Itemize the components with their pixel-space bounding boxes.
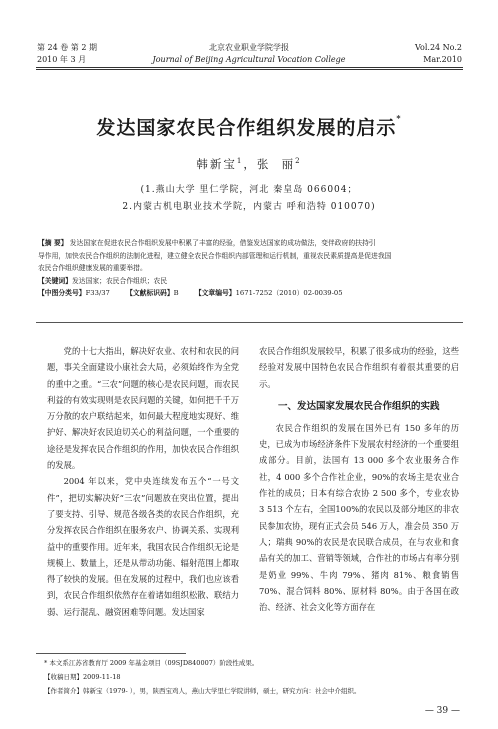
affiliation-line: (1.燕山大学 里仁学院，河北 秦皇岛 066004； [140,185,358,195]
keywords-label: 【关键词】 [38,276,72,285]
author-affiliation-mark: 2 [295,157,302,166]
article-id: 1671-7252（2010）02-0039-05 [235,289,343,297]
body-paragraph: 2004 年以来，党中央连续发布五个“一号文件”，把切实解决好“三农”问题放在突出位置，提出了要支持、引导、规范各级各类的农民合作组织，充分发挥农民合作组织在服务农户、协调关系、实现利益中的重要作用。近年来，我国农民合作组织无论是规模上、数量上，还是从带动功能、辐射范围上都取得了较快的发展。但在发展的过程中，我们也应该看到，农民合作组织依然存在着诸如组织松散、联结力弱、运行混乱、融资困难等问题。发达国家 [47,476,239,617]
author-separator: ， [243,157,257,171]
abstract-text: 发达国家在促进农民合作组织发展中积累了丰富的经验，借鉴发达国家的成功做法，变伴政府的扶持引 [69,239,376,247]
keywords-text: 发达国家；农民合作组织；农民 [71,276,168,285]
footnote-received-date: 【收稿日期】2009-11-18 [44,673,121,681]
abstract-label: 【摘 要】 [38,239,68,247]
page-number: — 39 — [424,706,460,716]
author-line [0,156,498,172]
volume-issue-cn: 第 24 卷 第 2 期 [37,43,97,52]
left-column [47,343,239,620]
abstract-line: 农民合作组织健康发展的重要举措。 [38,264,147,272]
author-name: 韩新宝 [196,157,237,171]
journal-name-en: Journal of Beijing Agricultural Vocation College [152,55,346,64]
journal-name-cn: 北京农业职业学院学报 [209,43,289,52]
author-name: 张 丽 [256,157,296,171]
abstract-line: 导作用，加快农民合作组织的法制化进程，建立健全农民合作组织内部管理和运行机制，重视农民素质提高是促进我国 [38,251,392,260]
abstract-line [38,237,462,250]
volume-issue-en: Vol.24 No.2 [415,43,462,52]
section-heading: 一、发达国家发展农民合作组织的实践 [278,400,440,412]
classification-line [38,287,462,300]
footnote-author-bio: 【作者简介】韩新宝（1979- ），男，陕西宝鸡人，燕山大学里仁学院讲师，硕士，研究方向：社会中介组织。 [44,687,361,695]
body-paragraph: 农民合作组织发展较早，积累了很多成功的经验，这些经验对发展中国特色农民合作组织有着很其重要的启示。 [259,346,459,389]
body-paragraph: 党的十七大指出，解决好农业、农村和农民的问题，事关全面建设小康社会大局，必须始终作为全党的重中之重。“三农”问题的核心是农民问题，而农民利益的有效实现则是农民问题的关键，如何把千千万万分散的农户联结起来，如何最大程度地实现好、维护好、解决好农民迫切关心的利益问题，一个重要的途径是发挥农民合作组织的作用，加快农民合作组织的发展。 [47,346,239,471]
title-text: 发达国家农民合作组织发展的启示 [96,117,397,139]
article-title [0,113,498,140]
date-cn: 2010 年 3 月 [37,55,87,64]
abstract-rule [36,322,463,323]
footnote-rule [36,653,186,654]
title-footnote-mark: * [396,113,402,123]
doc-code: B [173,289,179,297]
author-affiliation-mark: 1 [236,157,244,166]
abstract [38,237,462,300]
header-rule [36,67,463,68]
body-paragraph: 农民合作组织的发展在国外已有 150 多年的历史，已成为市场经济条件下发展农村经济的一个重要组成部分。目前，法国有 13 000 多个农业服务合作社，4 000 多个合作社企业，90%的农场主是农业合作社的成员；日本有综合农协 2 500 多个，专业农协 3 513 个左右，全国100%的农民以及部分地区的非农民参加农协，现有正式会员 546 万人，准会员 350 万人；瑞典 90%的农民是农民联合成员，在与农业和食品有关的加工、营销等领域，合作社的市场占有率分别是奶业 99%、牛肉 79%、猪肉 81%、粮食销售 70%、混合饲料 80%、原材料 80%。由于各国在政治、经济、社会文化等方面存在 [259,422,459,613]
footnotes [44,656,464,698]
footnote-funding: * 本文系江苏省教育厅 2009 年基金项目（09SJD840007）阶段性成果。 [44,659,259,667]
clc-number: F33/37 [85,289,110,297]
keywords-line [38,275,462,288]
right-column [259,343,459,615]
doc-code-label: 【文献标识码】 [126,289,174,297]
clc-label: 【中图分类号】 [38,289,86,297]
date-en: Mar.2010 [423,55,462,64]
affiliation-line: 2.内蒙古机电职业技术学院，内蒙古 呼和浩特 010070) [122,202,376,212]
header-rule-second [36,69,463,70]
article-id-label: 【文章编号】 [194,289,236,297]
